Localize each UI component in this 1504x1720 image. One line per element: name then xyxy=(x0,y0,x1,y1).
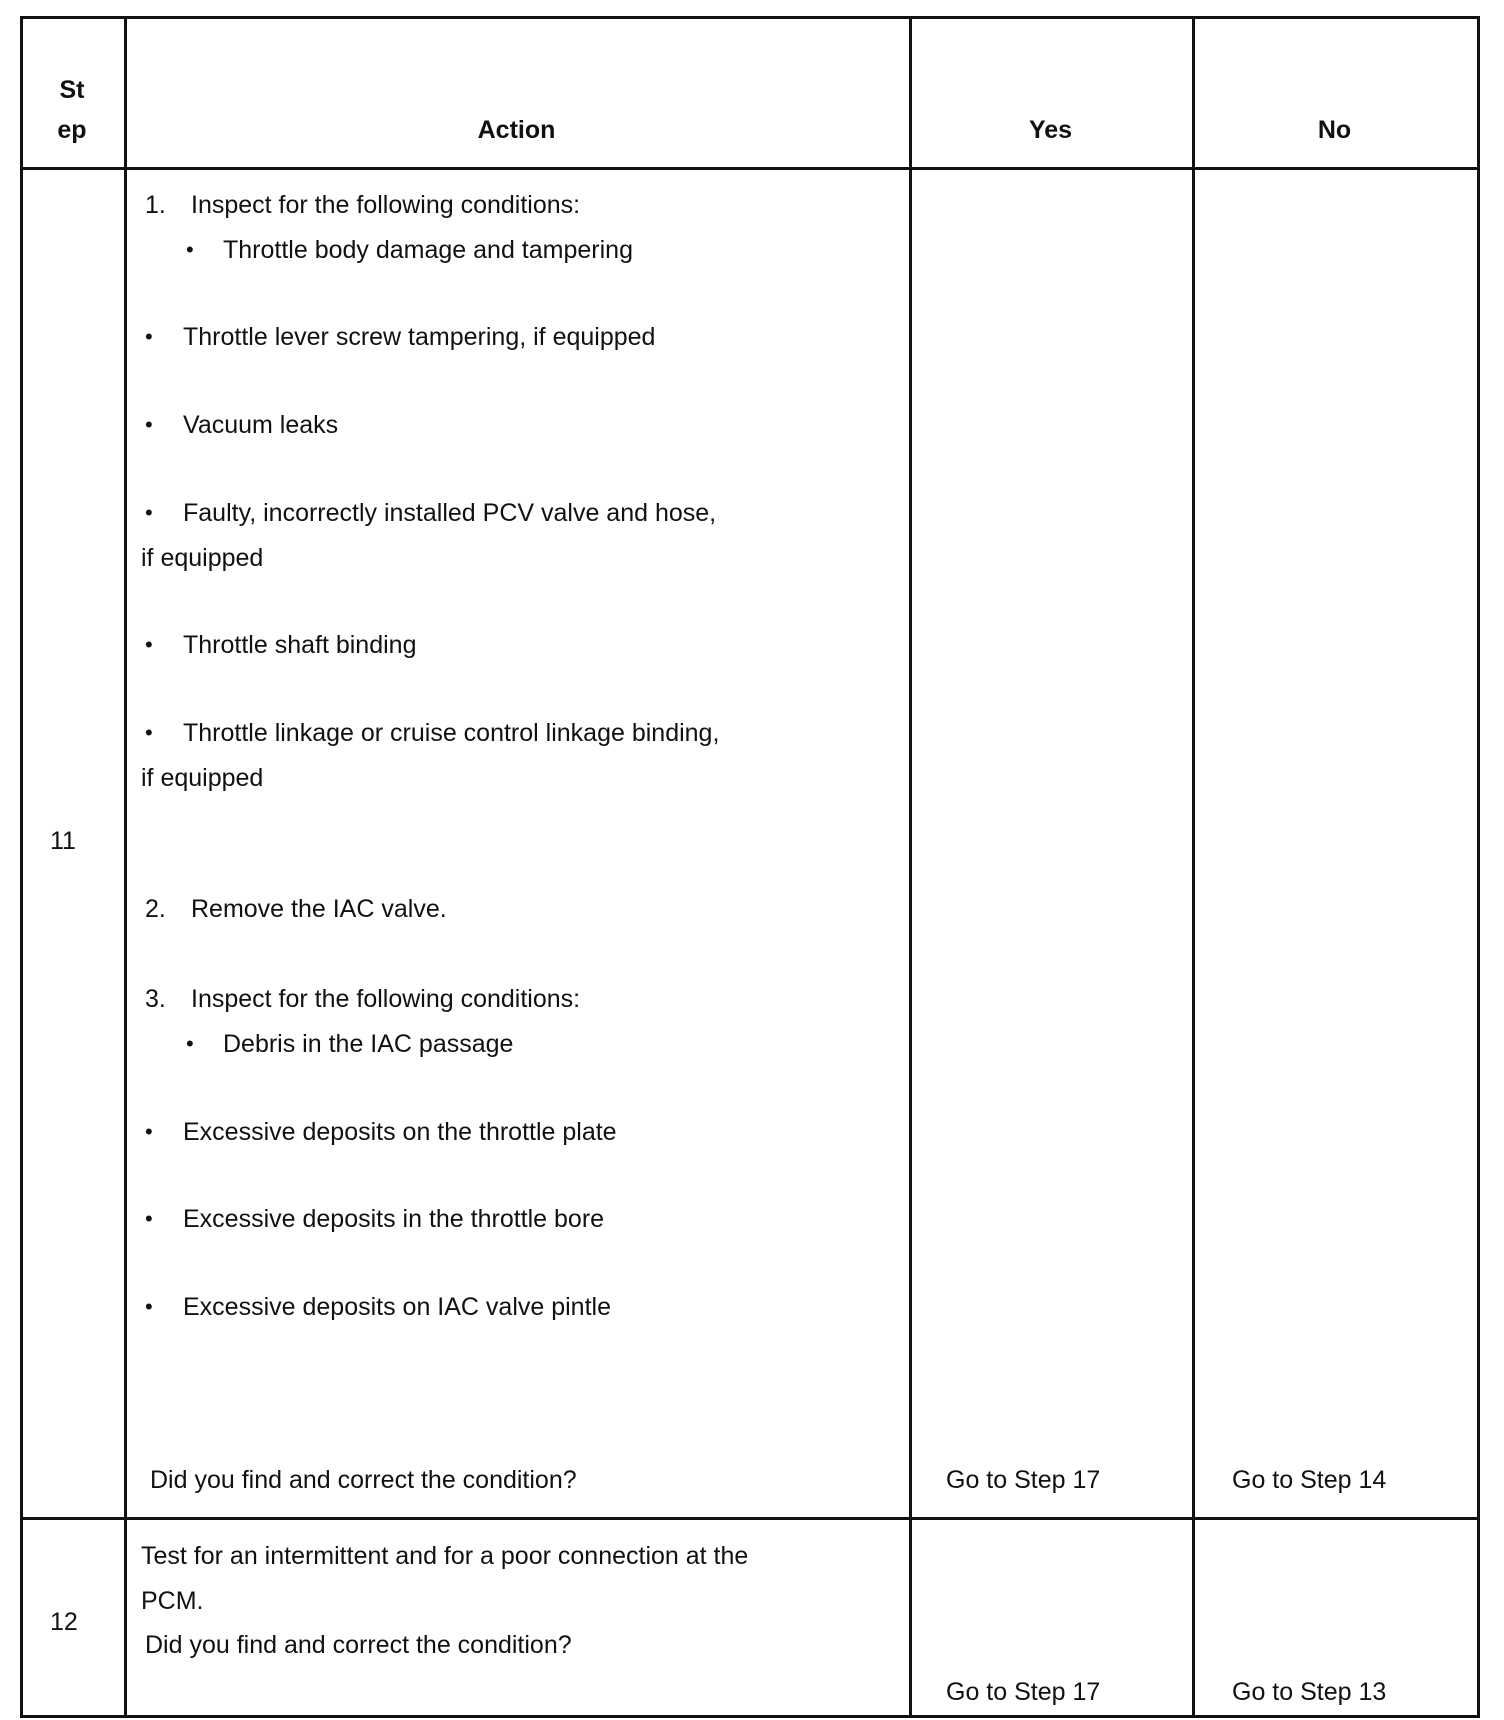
condition-item-continuation: if equipped xyxy=(141,544,264,572)
condition-item: Excessive deposits on the throttle plate xyxy=(183,1118,617,1146)
row-12-text-line2: PCM. xyxy=(141,1587,204,1615)
no-result: Go to Step 14 xyxy=(1232,1466,1387,1494)
condition-item: Excessive deposits on IAC valve pintle xyxy=(183,1293,611,1321)
column-divider xyxy=(1192,19,1195,1715)
condition-item: Vacuum leaks xyxy=(183,411,339,439)
condition-item: Debris in the IAC passage xyxy=(223,1030,514,1058)
diagnostic-table xyxy=(20,16,1480,1718)
bullet-icon: • xyxy=(145,500,153,525)
column-divider xyxy=(909,19,912,1715)
row-divider xyxy=(23,1517,1477,1520)
header-step-line1: St xyxy=(59,76,85,104)
item-1-text: Inspect for the following conditions: xyxy=(191,191,581,219)
question-text: Did you find and correct the condition? xyxy=(150,1466,577,1494)
step-number-11: 11 xyxy=(50,827,76,855)
item-2-number: 2. xyxy=(145,895,166,923)
condition-item: Throttle shaft binding xyxy=(183,631,417,659)
bullet-icon: • xyxy=(145,1206,153,1231)
bullet-icon: • xyxy=(145,1119,153,1144)
item-3-text: Inspect for the following conditions: xyxy=(191,985,581,1013)
condition-item-continuation: if equipped xyxy=(141,764,264,792)
condition-item: Throttle lever screw tampering, if equipped xyxy=(183,323,656,351)
bullet-icon: • xyxy=(186,1031,194,1056)
step-number-12: 12 xyxy=(50,1608,78,1636)
yes-result: Go to Step 17 xyxy=(946,1678,1101,1706)
column-divider xyxy=(124,19,127,1715)
bullet-icon: • xyxy=(145,632,153,657)
header-yes: Yes xyxy=(1028,116,1073,144)
bullet-icon: • xyxy=(145,324,153,349)
bullet-icon: • xyxy=(186,237,194,262)
condition-item: Throttle linkage or cruise control linkage binding, xyxy=(183,719,720,747)
header-step-line2: ep xyxy=(57,116,87,144)
condition-item: Faulty, incorrectly installed PCV valve and hose, xyxy=(183,499,717,527)
no-result: Go to Step 13 xyxy=(1232,1678,1387,1706)
condition-item: Excessive deposits in the throttle bore xyxy=(183,1205,605,1233)
item-3-number: 3. xyxy=(145,985,166,1013)
header-no: No xyxy=(1317,116,1352,144)
condition-item: Throttle body damage and tampering xyxy=(223,236,633,264)
item-1-number: 1. xyxy=(145,191,166,219)
row-12-text-line1: Test for an intermittent and for a poor connection at the xyxy=(141,1542,749,1570)
question-text: Did you find and correct the condition? xyxy=(145,1631,572,1659)
row-divider xyxy=(23,167,1477,170)
bullet-icon: • xyxy=(145,412,153,437)
header-action: Action xyxy=(477,116,556,144)
yes-result: Go to Step 17 xyxy=(946,1466,1101,1494)
item-2-text: Remove the IAC valve. xyxy=(191,895,447,923)
bullet-icon: • xyxy=(145,1294,153,1319)
bullet-icon: • xyxy=(145,720,153,745)
